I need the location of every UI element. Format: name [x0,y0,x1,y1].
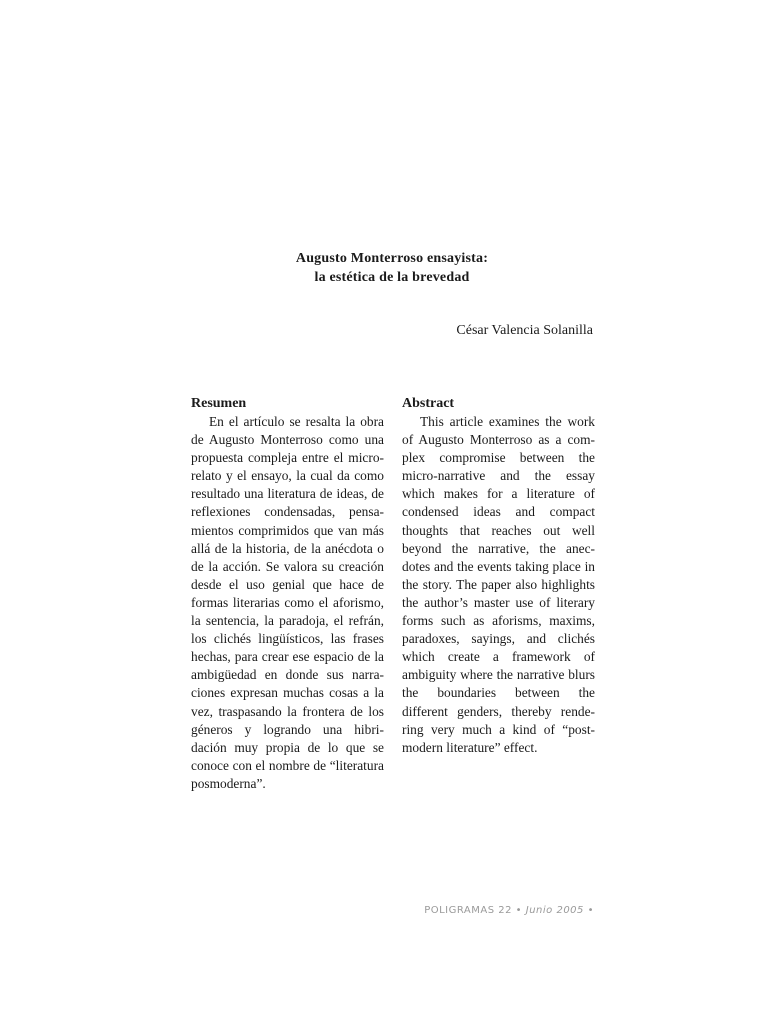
resumen-body: En el artículo se resalta la obra de Augusto Monterroso como una propuesta compleja entre el micro-relato y el ensayo, la cual da como resultado una literatura de ideas, de reflexiones condensadas, pensa-mientos comprimidos que van más allá de la historia, de la anécdota o de la acción. Se valora su creación desde el uso genial que hace de formas literarias como el aforismo, la sentencia, la paradoja, el refrán, los clichés lingüísticos, las frases hechas, para crear ese espacio de la ambigüedad en donde sus narra-ciones expresan muchas cosas a la vez, traspasando la frontera de los géneros y logrando una hibri-dación muy propia de lo que se conoce con el nombre de “literatura posmoderna”. [191,414,384,791]
footer-journal: POLIGRAMAS 22 [424,905,512,916]
article-title [0,249,768,287]
article-author: César Valencia Solanilla [456,323,593,338]
article-title-line-1: Augusto Monterroso ensayista: [295,251,489,266]
page-footer [424,905,594,916]
resumen-heading: Resumen [191,396,247,411]
abstract-body: This article examines the work of Augusto Monterroso as a com-plex compromise between the micro-narrative and the essay which makes for a literature of condensed ideas and compact thoughts that reaches out well beyond the narrative, the anec-dotes and the events taking place in the story. The paper also highlights the author’s master use of literary forms such as aforisms, maxims, paradoxes, sayings, and clichés which create a framework of ambiguity where the narrative blurs the boundaries between the different genders, thereby rende-ring very much a kind of “post-modern literature” effect. [402,414,595,755]
footer-trailing-bullet: • [587,905,594,916]
abstract-section [402,394,595,757]
article-title-line-2: la estética de la brevedad [314,270,470,285]
footer-separator: • [515,905,523,916]
resumen-section [191,394,384,793]
abstract-heading: Abstract [402,396,455,411]
footer-date: Junio 2005 [525,905,584,916]
